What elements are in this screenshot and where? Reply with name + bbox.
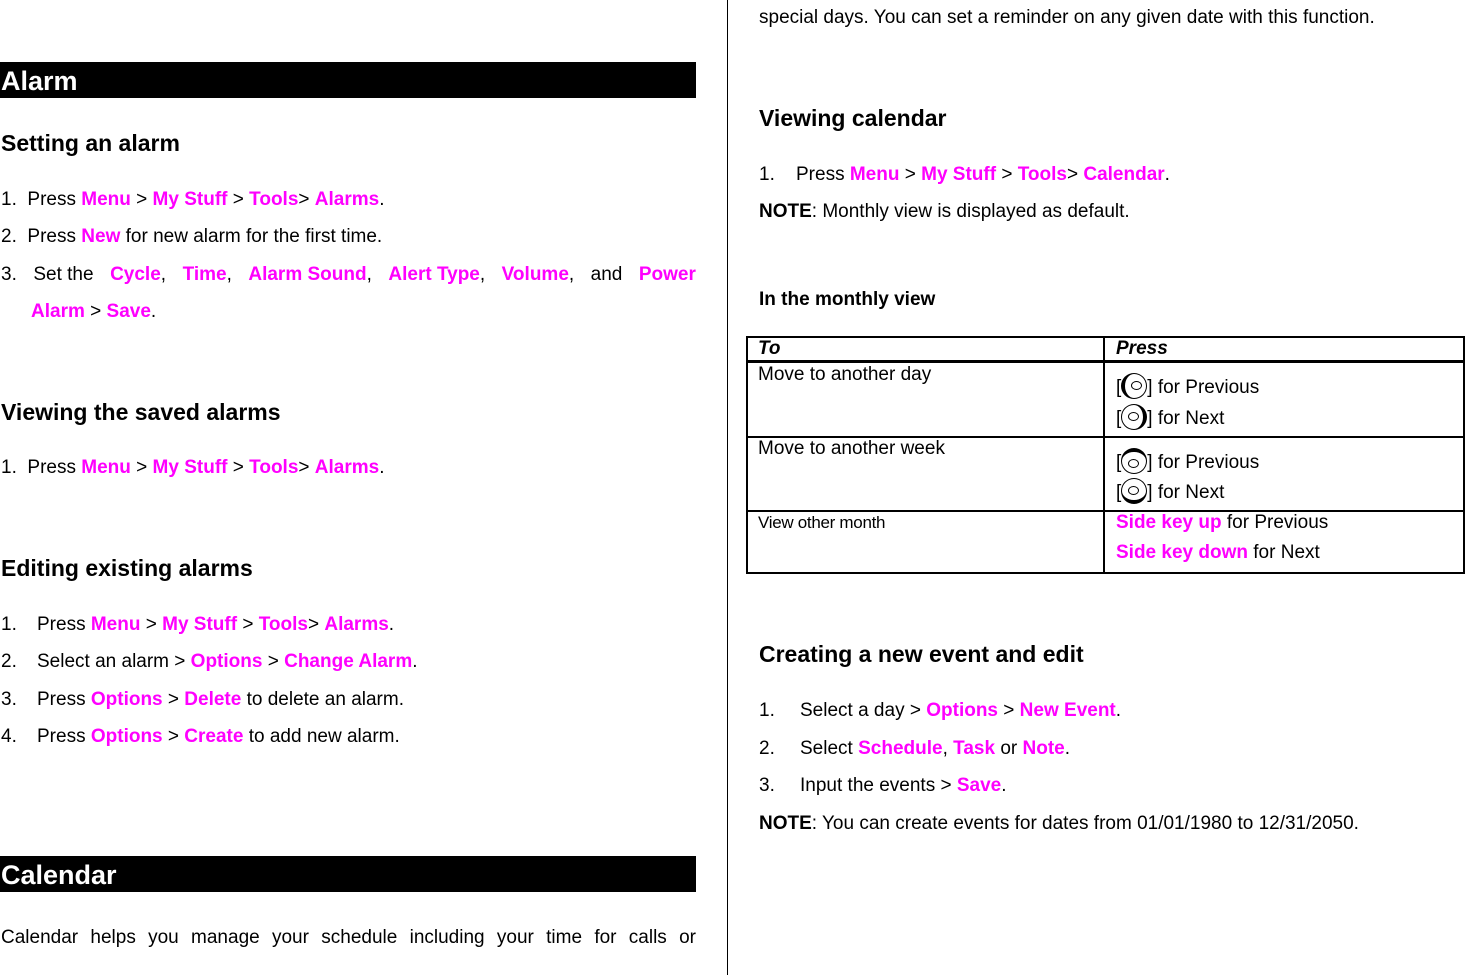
note-label: NOTE — [759, 201, 812, 222]
change-alarm-key: Change Alarm — [284, 651, 413, 672]
alarms-key: Alarms — [314, 457, 380, 478]
side-key-up: Side key up — [1116, 512, 1222, 533]
step-text: to add new alarm. — [248, 726, 400, 747]
table-border — [746, 336, 1465, 338]
save-key: Save — [106, 301, 151, 322]
table-border — [746, 360, 1465, 363]
setting-step-3: 3. Set the Cycle, Time, Alarm Sound, Alert Type, Volume, and Power — [1, 264, 696, 285]
viewing-alarms-heading: Viewing the saved alarms — [1, 399, 281, 425]
step-text: Input the events — [800, 775, 936, 796]
nav-down-icon — [1121, 478, 1147, 504]
setting-step-3-cont: Alarm > Save. — [31, 301, 157, 322]
nav-right-icon — [1121, 404, 1147, 430]
calendar-intro: Calendar helps you manage your schedule including your time for calls or — [1, 927, 696, 948]
options-key: Options — [190, 651, 263, 672]
step-text: Press — [27, 457, 76, 478]
step-number: 3. — [1, 264, 17, 285]
step-text: Press — [27, 226, 76, 247]
table-cell-press-prev — [1116, 512, 1328, 534]
step-number: 3. — [759, 775, 775, 796]
step-text: Set the — [33, 264, 94, 285]
step-text: to delete an alarm. — [246, 689, 404, 710]
save-key: Save — [956, 775, 1002, 796]
table-header-to: To — [758, 338, 781, 359]
monthly-view-table — [746, 336, 1465, 574]
table-header-press: Press — [1116, 338, 1168, 359]
step-number: 1. — [1, 189, 17, 210]
table-cell-press-next: [ ] for Next — [1116, 478, 1224, 504]
alarm-key: Alarm — [31, 301, 85, 322]
setting-step-1: 1. Press Menu > My Stuff > Tools> Alarms. — [1, 189, 385, 210]
alarms-key: Alarms — [324, 614, 389, 635]
editing-step-4: 4. Press Options > Create to add new alarm. — [1, 726, 400, 747]
time-key: Time — [182, 264, 227, 285]
creating-event-heading: Creating a new event and edit — [759, 641, 1084, 667]
viewing-calendar-note — [759, 201, 1130, 223]
calendar-key: Calendar — [1083, 164, 1165, 185]
step-number: 1. — [759, 164, 775, 185]
tools-key: Tools — [249, 189, 299, 210]
step-text: Press — [37, 726, 86, 747]
table-cell-to: Move to another day — [758, 364, 932, 385]
alarm-sound-key: Alarm Sound — [248, 264, 367, 285]
step-text: Select — [800, 738, 853, 759]
viewing-calendar-step-1: 1. Press Menu > My Stuff > Tools> Calendar. — [759, 164, 1170, 185]
options-key: Options — [926, 700, 999, 721]
alarm-section-bar: Alarm — [0, 62, 696, 98]
press-text: ] for Next — [1147, 408, 1225, 429]
step-text: and — [590, 264, 623, 285]
setting-step-2 — [1, 226, 382, 248]
note-text: : You can create events for dates from 01/01/1980 to 12/31/2050. — [811, 813, 1359, 834]
step-number: 3. — [1, 689, 17, 710]
step-text: Select a day — [800, 700, 905, 721]
press-text: for Next — [1253, 542, 1320, 563]
step-number: 2. — [759, 738, 775, 759]
table-cell-press-next — [1116, 542, 1320, 564]
step-text: Press — [37, 689, 86, 710]
creating-step-1: 1. Select a day > Options > New Event. — [759, 700, 1122, 721]
schedule-key: Schedule — [858, 738, 943, 759]
table-border — [746, 336, 748, 574]
options-key: Options — [90, 689, 163, 710]
press-text: ] for Previous — [1147, 377, 1260, 398]
cycle-key: Cycle — [110, 264, 161, 285]
create-key: Create — [184, 726, 244, 747]
step-text: Press — [37, 614, 86, 635]
press-text: for Previous — [1226, 512, 1329, 533]
menu-key: Menu — [81, 457, 131, 478]
menu-key: Menu — [81, 189, 131, 210]
creating-step-3: 3. Input the events > Save. — [759, 775, 1007, 796]
power-key: Power — [638, 264, 696, 285]
table-border — [746, 572, 1465, 574]
table-cell-to: Move to another week — [758, 438, 945, 459]
side-key-down: Side key down — [1116, 542, 1248, 563]
setting-alarm-heading: Setting an alarm — [1, 130, 180, 156]
nav-left-icon — [1121, 373, 1147, 399]
viewing-calendar-heading: Viewing calendar — [759, 105, 947, 131]
tools-key: Tools — [258, 614, 308, 635]
step-number: 1. — [1, 614, 17, 635]
editing-step-3: 3. Press Options > Delete to delete an alarm. — [1, 689, 404, 710]
press-text: ] for Next — [1147, 482, 1225, 503]
step-number: 2. — [1, 651, 17, 672]
editing-alarms-heading: Editing existing alarms — [1, 555, 253, 581]
step-text: Press — [27, 189, 76, 210]
step-number: 2. — [1, 226, 17, 247]
table-cell-press-next: [ ] for Next — [1116, 404, 1224, 430]
step-text: or — [1000, 738, 1018, 759]
step-number: 4. — [1, 726, 17, 747]
monthly-view-heading: In the monthly view — [759, 289, 936, 310]
step-number: 1. — [759, 700, 775, 721]
note-label: NOTE — [759, 813, 812, 834]
task-key: Task — [953, 738, 996, 759]
new-event-key: New Event — [1019, 700, 1116, 721]
menu-key: Menu — [90, 614, 141, 635]
table-cell-press-prev: [ ] for Previous — [1116, 448, 1259, 474]
press-text: ] for Previous — [1147, 452, 1260, 473]
calendar-intro-cont: special days. You can set a reminder on any given date with this function. — [759, 7, 1375, 28]
menu-key: Menu — [849, 164, 900, 185]
step-text: Press — [796, 164, 845, 185]
table-cell-press-prev: [ ] for Previous — [1116, 373, 1259, 399]
alert-type-key: Alert Type — [388, 264, 480, 285]
note-text: : Monthly view is displayed as default. — [811, 201, 1130, 222]
mystuff-key: My Stuff — [152, 457, 228, 478]
column-divider — [727, 0, 728, 975]
step-text: for new alarm for the first time. — [125, 226, 383, 247]
nav-up-icon — [1121, 448, 1147, 474]
table-border — [746, 510, 1465, 512]
tools-key: Tools — [1017, 164, 1067, 185]
table-cell-to: View other month — [758, 513, 886, 532]
calendar-section-bar: Calendar — [0, 856, 696, 892]
step-text: Select an alarm — [37, 651, 170, 672]
volume-key: Volume — [501, 264, 569, 285]
table-border — [1103, 336, 1105, 574]
new-key: New — [81, 226, 121, 247]
step-number: 1. — [1, 457, 17, 478]
mystuff-key: My Stuff — [152, 189, 228, 210]
delete-key: Delete — [184, 689, 242, 710]
creating-note — [759, 813, 1359, 835]
tools-key: Tools — [249, 457, 299, 478]
viewing-step-1: 1. Press Menu > My Stuff > Tools> Alarms. — [1, 457, 385, 478]
alarms-key: Alarms — [314, 189, 380, 210]
note-key: Note — [1022, 738, 1065, 759]
editing-step-2: 2. Select an alarm > Options > Change Alarm. — [1, 651, 418, 672]
creating-step-2: 2. Select Schedule, Task or Note. — [759, 738, 1071, 759]
options-key: Options — [90, 726, 163, 747]
mystuff-key: My Stuff — [162, 614, 238, 635]
mystuff-key: My Stuff — [921, 164, 997, 185]
editing-step-1: 1. Press Menu > My Stuff > Tools> Alarms. — [1, 614, 395, 635]
